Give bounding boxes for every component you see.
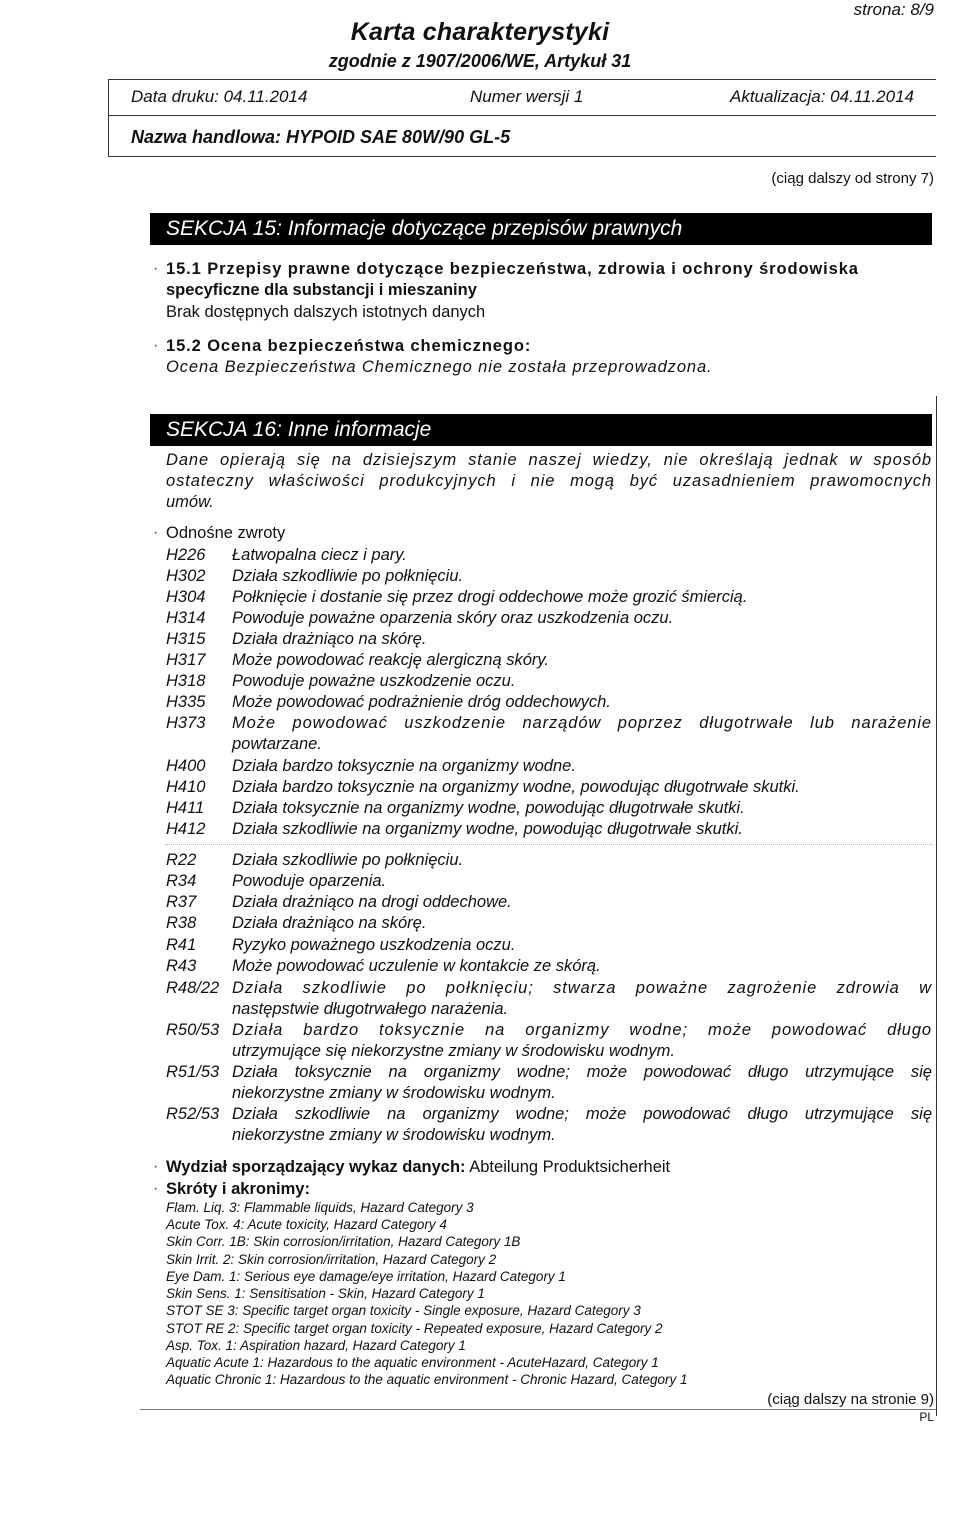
phrase-code: H335 bbox=[166, 693, 206, 711]
phrase-code: R51/53 bbox=[166, 1063, 220, 1081]
phrase-code: R37 bbox=[166, 893, 197, 911]
phrase-text-cont: utrzymujące się niekorzystne zmiany w środowisku wodnym. bbox=[232, 1042, 675, 1060]
phrase-text: Działa drażniąco na drogi oddechowe. bbox=[232, 893, 512, 911]
trade-name: Nazwa handlowa: HYPOID SAE 80W/90 GL-5 bbox=[131, 127, 511, 147]
phrase-code: H373 bbox=[166, 714, 206, 732]
phrase-code: H317 bbox=[166, 651, 206, 669]
section-16-heading bbox=[150, 414, 932, 446]
phrase-text-cont: niekorzystne zmiany w środowisku wodnym. bbox=[232, 1126, 556, 1144]
intro-line-2: ostateczny właściwości produkcyjnych i nie mogą być uzasadnieniem prawomocnych bbox=[166, 472, 932, 490]
section-15-2-title: 15.2 Ocena bezpieczeństwa chemicznego: bbox=[166, 337, 532, 355]
section-15-heading bbox=[150, 213, 932, 245]
intro-line-1: Dane opierają się na dzisiejszym stanie naszej wiedzy, nie określają jednak w sposób bbox=[166, 451, 932, 469]
phrase-code: H410 bbox=[166, 778, 206, 796]
phrase-text: Działa szkodliwie po połknięciu. bbox=[232, 851, 464, 869]
phrase-text: Może powodować podrażnienie dróg oddechowych. bbox=[232, 693, 611, 711]
bullet: · bbox=[153, 260, 159, 277]
phrases-title: Odnośne zwroty bbox=[166, 524, 286, 542]
phrase-code: H411 bbox=[166, 799, 205, 817]
continued-on: (ciąg dalszy na stronie 9) bbox=[767, 1391, 934, 1408]
section-15-1-text: Brak dostępnych dalszych istotnych danych bbox=[166, 303, 486, 321]
phrase-code: R50/53 bbox=[166, 1021, 220, 1039]
document-title: Karta charakterystyki bbox=[350, 18, 610, 46]
abbreviation-item: Asp. Tox. 1: Aspiration hazard, Hazard Category 1 bbox=[166, 1338, 466, 1353]
phrase-text: Działa toksycznie na organizmy wodne, powodując długotrwałe skutki. bbox=[232, 799, 745, 817]
phrase-text: Działa szkodliwie po połknięciu; stwarza poważne zagrożenie zdrowia w bbox=[232, 979, 932, 997]
page-number: strona: 8/9 bbox=[853, 0, 934, 19]
header-rule-middle bbox=[108, 115, 936, 116]
abbreviation-item: Skin Corr. 1B: Skin corrosion/irritation, Hazard Category 1B bbox=[166, 1234, 521, 1249]
bullet: · bbox=[153, 1180, 159, 1197]
section-16-heading-text: SEKCJA 16: Inne informacje bbox=[166, 418, 432, 441]
phrase-code: H314 bbox=[166, 609, 206, 627]
phrase-text: Działa bardzo toksycznie na organizmy wodne, powodując długotrwałe skutki. bbox=[232, 778, 800, 796]
section-15-1-title-cont: specyficzne dla substancji i mieszaniny bbox=[166, 281, 477, 299]
phrase-text: Działa szkodliwie po połknięciu. bbox=[232, 567, 464, 585]
abbreviation-item: STOT SE 3: Specific target organ toxicity - Single exposure, Hazard Category 3 bbox=[166, 1303, 641, 1318]
continued-from: (ciąg dalszy od strony 7) bbox=[771, 170, 934, 187]
footer-rule bbox=[140, 1409, 936, 1410]
abbreviation-item: Aquatic Acute 1: Hazardous to the aquatic environment - AcuteHazard, Category 1 bbox=[166, 1355, 659, 1370]
bullet: · bbox=[153, 524, 159, 541]
phrase-code: R43 bbox=[166, 957, 197, 975]
abbreviation-item: STOT RE 2: Specific target organ toxicity - Repeated exposure, Hazard Category 2 bbox=[166, 1321, 663, 1336]
update-date: Aktualizacja: 04.11.2014 bbox=[730, 87, 914, 106]
phrase-code: R38 bbox=[166, 914, 197, 932]
phrase-code: H302 bbox=[166, 567, 206, 585]
page-right-rule bbox=[936, 396, 937, 1416]
phrase-text: Działa szkodliwie na organizmy wodne, powodując długotrwałe skutki. bbox=[232, 820, 743, 838]
document-subtitle: zgodnie z 1907/2006/WE, Artykuł 31 bbox=[328, 51, 632, 71]
phrase-code: H226 bbox=[166, 546, 206, 564]
print-date: Data druku: 04.11.2014 bbox=[131, 87, 308, 106]
phrase-text: Działa toksycznie na organizmy wodne; może powodować długo utrzymujące się bbox=[232, 1063, 932, 1081]
version-number: Numer wersji 1 bbox=[470, 87, 584, 106]
phrase-text-cont: niekorzystne zmiany w środowisku wodnym. bbox=[232, 1084, 556, 1102]
phrase-text-cont: następstwie długotrwałego narażenia. bbox=[232, 1000, 509, 1018]
abbreviation-item: Eye Dam. 1: Serious eye damage/eye irritation, Hazard Category 1 bbox=[166, 1269, 566, 1284]
abbreviation-item: Flam. Liq. 3: Flammable liquids, Hazard Category 3 bbox=[166, 1200, 474, 1215]
intro-line-3: umów. bbox=[166, 493, 214, 511]
phrase-code: H318 bbox=[166, 672, 206, 690]
phrase-code: H304 bbox=[166, 588, 206, 606]
department-line bbox=[166, 1157, 670, 1178]
phrase-code: H412 bbox=[166, 820, 206, 838]
phrase-text: Może powodować uszkodzenie narządów poprzez długotrwałe lub narażenie bbox=[232, 714, 932, 732]
phrase-text: Połknięcie i dostanie się przez drogi oddechowe może grozić śmiercią. bbox=[232, 588, 748, 606]
phrase-text: Działa drażniąco na skórę. bbox=[232, 914, 427, 932]
phrase-text: Łatwopalna ciecz i pary. bbox=[232, 546, 407, 564]
phrase-code: R52/53 bbox=[166, 1105, 220, 1123]
header-rule-left bbox=[108, 79, 109, 157]
section-15-2-text: Ocena Bezpieczeństwa Chemicznego nie została przeprowadzona. bbox=[166, 358, 713, 376]
bullet: · bbox=[153, 1158, 159, 1175]
phrase-code: H315 bbox=[166, 630, 206, 648]
phrase-text: Działa drażniąco na skórę. bbox=[232, 630, 427, 648]
phrase-text: Działa bardzo toksycznie na organizmy wodne; może powodować długo bbox=[232, 1021, 932, 1039]
phrase-text: Działa bardzo toksycznie na organizmy wodne. bbox=[232, 757, 576, 775]
language-code: PL bbox=[919, 1410, 934, 1424]
phrase-text: Powoduje oparzenia. bbox=[232, 872, 387, 890]
phrase-code: H400 bbox=[166, 757, 206, 775]
phrase-text: Może powodować uczulenie w kontakcie ze skórą. bbox=[232, 957, 601, 975]
bullet: · bbox=[153, 337, 159, 354]
department-value: Abteilung Produktsicherheit bbox=[469, 1158, 671, 1176]
abbreviation-item: Skin Irrit. 2: Skin corrosion/irritation, Hazard Category 2 bbox=[166, 1252, 497, 1267]
abbreviations-title: Skróty i akronimy: bbox=[166, 1180, 310, 1198]
abbreviation-item: Skin Sens. 1: Sensitisation - Skin, Hazard Category 1 bbox=[166, 1286, 485, 1301]
dotted-separator bbox=[166, 844, 932, 845]
phrase-code: R22 bbox=[166, 851, 197, 869]
phrase-text: Może powodować reakcję alergiczną skóry. bbox=[232, 651, 550, 669]
phrase-text-cont: powtarzane. bbox=[232, 735, 322, 753]
phrase-text: Powoduje poważne oparzenia skóry oraz uszkodzenia oczu. bbox=[232, 609, 674, 627]
phrase-code: R48/22 bbox=[166, 979, 220, 997]
header-rule-bottom bbox=[108, 156, 936, 157]
phrase-text: Ryzyko poważnego uszkodzenia oczu. bbox=[232, 936, 516, 954]
section-15-1-title: 15.1 Przepisy prawne dotyczące bezpieczeństwa, zdrowia i ochrony środowiska bbox=[166, 260, 859, 278]
abbreviation-item: Aquatic Chronic 1: Hazardous to the aquatic environment - Chronic Hazard, Category 1 bbox=[166, 1372, 688, 1387]
phrase-code: R41 bbox=[166, 936, 197, 954]
header-rule-top bbox=[108, 79, 936, 80]
phrase-text: Działa szkodliwie na organizmy wodne; może powodować długo utrzymujące się bbox=[232, 1105, 932, 1123]
department-label: Wydział sporządzający wykaz danych: bbox=[166, 1158, 466, 1176]
phrase-text: Powoduje poważne uszkodzenie oczu. bbox=[232, 672, 516, 690]
phrase-code: R34 bbox=[166, 872, 197, 890]
section-15-heading-text: SEKCJA 15: Informacje dotyczące przepisów prawnych bbox=[166, 217, 683, 240]
abbreviation-item: Acute Tox. 4: Acute toxicity, Hazard Category 4 bbox=[166, 1217, 447, 1232]
